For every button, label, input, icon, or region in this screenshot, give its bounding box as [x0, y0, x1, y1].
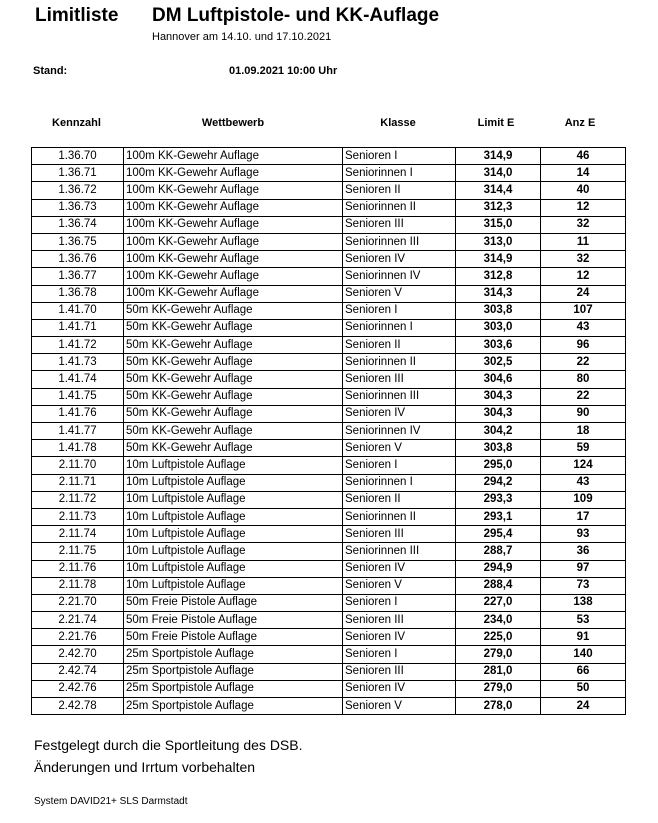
table-row: [32, 508, 626, 525]
cell-kennzahl: 2.11.72: [32, 491, 124, 508]
cell-klasse: Seniorinnen I: [343, 474, 456, 491]
cell-kennzahl: 1.41.72: [32, 337, 124, 354]
cell-kennzahl: 2.11.73: [32, 508, 124, 525]
cell-wettbewerb: 50m KK-Gewehr Auflage: [124, 388, 343, 405]
cell-wettbewerb: 10m Luftpistole Auflage: [124, 543, 343, 560]
cell-anzahl: 80: [541, 371, 626, 388]
cell-anzahl: 109: [541, 491, 626, 508]
cell-limit: 293,3: [456, 491, 541, 508]
cell-klasse: Senioren IV: [343, 251, 456, 268]
cell-kennzahl: 2.42.70: [32, 646, 124, 663]
page-title: DM Luftpistole- und KK-Auflage: [152, 5, 440, 26]
cell-kennzahl: 2.21.76: [32, 629, 124, 646]
table-row: [32, 371, 626, 388]
cell-anzahl: 18: [541, 423, 626, 440]
cell-wettbewerb: 50m KK-Gewehr Auflage: [124, 319, 343, 336]
cell-wettbewerb: 50m KK-Gewehr Auflage: [124, 354, 343, 371]
table-row: [32, 285, 626, 302]
cell-wettbewerb: 10m Luftpistole Auflage: [124, 560, 343, 577]
cell-limit: 312,8: [456, 268, 541, 285]
cell-klasse: Seniorinnen II: [343, 354, 456, 371]
table-row: [32, 474, 626, 491]
cell-kennzahl: 1.41.78: [32, 440, 124, 457]
table-row: [32, 577, 626, 594]
table-row: [32, 354, 626, 371]
document-label: Limitliste: [35, 5, 119, 26]
cell-limit: 313,0: [456, 233, 541, 250]
cell-klasse: Senioren V: [343, 698, 456, 715]
cell-kennzahl: 2.42.74: [32, 663, 124, 680]
cell-wettbewerb: 50m Freie Pistole Auflage: [124, 612, 343, 629]
cell-klasse: Senioren I: [343, 646, 456, 663]
cell-limit: 288,4: [456, 577, 541, 594]
cell-wettbewerb: 100m KK-Gewehr Auflage: [124, 285, 343, 302]
cell-kennzahl: 2.11.71: [32, 474, 124, 491]
cell-wettbewerb: 25m Sportpistole Auflage: [124, 698, 343, 715]
cell-anzahl: 32: [541, 251, 626, 268]
cell-kennzahl: 1.36.75: [32, 233, 124, 250]
cell-anzahl: 17: [541, 508, 626, 525]
cell-limit: 293,1: [456, 508, 541, 525]
cell-anzahl: 43: [541, 319, 626, 336]
cell-kennzahl: 2.21.70: [32, 594, 124, 611]
cell-wettbewerb: 100m KK-Gewehr Auflage: [124, 182, 343, 199]
cell-kennzahl: 2.11.78: [32, 577, 124, 594]
cell-kennzahl: 1.41.71: [32, 319, 124, 336]
cell-klasse: Senioren V: [343, 440, 456, 457]
cell-wettbewerb: 10m Luftpistole Auflage: [124, 457, 343, 474]
cell-wettbewerb: 100m KK-Gewehr Auflage: [124, 165, 343, 182]
table-row: [32, 388, 626, 405]
cell-klasse: Senioren I: [343, 457, 456, 474]
table-row: [32, 199, 626, 216]
table-row: [32, 629, 626, 646]
cell-kennzahl: 1.41.75: [32, 388, 124, 405]
cell-klasse: Senioren III: [343, 663, 456, 680]
cell-kennzahl: 2.42.78: [32, 698, 124, 715]
limit-table-body: [32, 148, 626, 715]
table-row: [32, 251, 626, 268]
cell-limit: 227,0: [456, 594, 541, 611]
cell-anzahl: 91: [541, 629, 626, 646]
cell-limit: 303,0: [456, 319, 541, 336]
cell-anzahl: 40: [541, 182, 626, 199]
cell-wettbewerb: 100m KK-Gewehr Auflage: [124, 216, 343, 233]
cell-wettbewerb: 25m Sportpistole Auflage: [124, 646, 343, 663]
cell-anzahl: 43: [541, 474, 626, 491]
cell-klasse: Senioren III: [343, 612, 456, 629]
cell-klasse: Seniorinnen I: [343, 319, 456, 336]
cell-wettbewerb: 50m KK-Gewehr Auflage: [124, 302, 343, 319]
cell-klasse: Seniorinnen III: [343, 388, 456, 405]
cell-limit: 314,4: [456, 182, 541, 199]
table-row: [32, 543, 626, 560]
cell-wettbewerb: 50m KK-Gewehr Auflage: [124, 423, 343, 440]
cell-anzahl: 14: [541, 165, 626, 182]
table-row: [32, 698, 626, 715]
cell-anzahl: 59: [541, 440, 626, 457]
cell-klasse: Seniorinnen I: [343, 165, 456, 182]
cell-limit: 225,0: [456, 629, 541, 646]
cell-wettbewerb: 50m KK-Gewehr Auflage: [124, 337, 343, 354]
cell-klasse: Senioren II: [343, 337, 456, 354]
cell-anzahl: 93: [541, 526, 626, 543]
table-row: [32, 646, 626, 663]
cell-limit: 304,3: [456, 405, 541, 422]
cell-kennzahl: 2.42.76: [32, 680, 124, 697]
stand-timestamp: 01.09.2021 10:00 Uhr: [229, 65, 338, 77]
cell-kennzahl: 2.11.70: [32, 457, 124, 474]
cell-limit: 234,0: [456, 612, 541, 629]
cell-klasse: Senioren III: [343, 526, 456, 543]
table-row: [32, 663, 626, 680]
cell-klasse: Senioren III: [343, 371, 456, 388]
column-header-wettbewerb: Wettbewerb: [201, 117, 265, 129]
cell-anzahl: 12: [541, 199, 626, 216]
cell-kennzahl: 1.36.71: [32, 165, 124, 182]
cell-klasse: Seniorinnen II: [343, 199, 456, 216]
table-row: [32, 560, 626, 577]
cell-klasse: Senioren IV: [343, 405, 456, 422]
cell-kennzahl: 1.36.77: [32, 268, 124, 285]
cell-anzahl: 73: [541, 577, 626, 594]
cell-limit: 314,0: [456, 165, 541, 182]
table-row: [32, 440, 626, 457]
cell-kennzahl: 1.41.76: [32, 405, 124, 422]
cell-anzahl: 53: [541, 612, 626, 629]
cell-kennzahl: 2.21.74: [32, 612, 124, 629]
cell-anzahl: 140: [541, 646, 626, 663]
column-header-kennzahl: Kennzahl: [52, 117, 101, 129]
cell-limit: 295,0: [456, 457, 541, 474]
cell-klasse: Senioren I: [343, 302, 456, 319]
system-credit: System DAVID21+ SLS Darmstadt: [34, 796, 188, 807]
cell-kennzahl: 1.36.74: [32, 216, 124, 233]
cell-kennzahl: 1.41.77: [32, 423, 124, 440]
cell-wettbewerb: 10m Luftpistole Auflage: [124, 491, 343, 508]
cell-anzahl: 124: [541, 457, 626, 474]
cell-wettbewerb: 100m KK-Gewehr Auflage: [124, 251, 343, 268]
cell-kennzahl: 1.36.72: [32, 182, 124, 199]
cell-wettbewerb: 50m KK-Gewehr Auflage: [124, 371, 343, 388]
cell-wettbewerb: 10m Luftpistole Auflage: [124, 577, 343, 594]
cell-limit: 314,3: [456, 285, 541, 302]
cell-limit: 288,7: [456, 543, 541, 560]
cell-wettbewerb: 100m KK-Gewehr Auflage: [124, 233, 343, 250]
cell-klasse: Senioren III: [343, 216, 456, 233]
cell-wettbewerb: 25m Sportpistole Auflage: [124, 663, 343, 680]
cell-anzahl: 50: [541, 680, 626, 697]
cell-klasse: Senioren V: [343, 285, 456, 302]
table-row: [32, 165, 626, 182]
cell-limit: 304,6: [456, 371, 541, 388]
cell-wettbewerb: 100m KK-Gewehr Auflage: [124, 148, 343, 165]
cell-wettbewerb: 10m Luftpistole Auflage: [124, 526, 343, 543]
cell-klasse: Senioren II: [343, 182, 456, 199]
cell-limit: 314,9: [456, 251, 541, 268]
cell-anzahl: 22: [541, 388, 626, 405]
footer-disclaimer: Änderungen und Irrtum vorbehalten: [34, 759, 256, 775]
cell-limit: 315,0: [456, 216, 541, 233]
cell-klasse: Senioren IV: [343, 629, 456, 646]
cell-anzahl: 90: [541, 405, 626, 422]
cell-wettbewerb: 10m Luftpistole Auflage: [124, 474, 343, 491]
cell-anzahl: 46: [541, 148, 626, 165]
table-row: [32, 491, 626, 508]
cell-kennzahl: 1.41.70: [32, 302, 124, 319]
cell-klasse: Seniorinnen III: [343, 543, 456, 560]
cell-klasse: Seniorinnen II: [343, 508, 456, 525]
cell-wettbewerb: 50m KK-Gewehr Auflage: [124, 440, 343, 457]
cell-wettbewerb: 50m KK-Gewehr Auflage: [124, 405, 343, 422]
table-row: [32, 233, 626, 250]
cell-wettbewerb: 100m KK-Gewehr Auflage: [124, 199, 343, 216]
limit-table: [31, 147, 626, 715]
cell-anzahl: 24: [541, 698, 626, 715]
cell-kennzahl: 1.36.76: [32, 251, 124, 268]
cell-limit: 304,3: [456, 388, 541, 405]
stand-label: Stand:: [33, 65, 68, 77]
cell-anzahl: 96: [541, 337, 626, 354]
cell-klasse: Seniorinnen III: [343, 233, 456, 250]
column-header-anzahl: Anz E: [564, 117, 596, 129]
cell-wettbewerb: 100m KK-Gewehr Auflage: [124, 268, 343, 285]
cell-kennzahl: 1.36.78: [32, 285, 124, 302]
table-row: [32, 337, 626, 354]
cell-klasse: Seniorinnen IV: [343, 268, 456, 285]
column-header-limit: Limit E: [477, 117, 515, 129]
table-row: [32, 268, 626, 285]
cell-limit: 303,8: [456, 440, 541, 457]
cell-limit: 295,4: [456, 526, 541, 543]
cell-kennzahl: 2.11.75: [32, 543, 124, 560]
cell-klasse: Senioren II: [343, 491, 456, 508]
table-row: [32, 319, 626, 336]
table-row: [32, 148, 626, 165]
cell-klasse: Senioren I: [343, 594, 456, 611]
table-row: [32, 594, 626, 611]
table-row: [32, 423, 626, 440]
cell-kennzahl: 2.11.74: [32, 526, 124, 543]
cell-anzahl: 138: [541, 594, 626, 611]
cell-klasse: Senioren IV: [343, 560, 456, 577]
cell-anzahl: 97: [541, 560, 626, 577]
cell-limit: 279,0: [456, 680, 541, 697]
footer-note: Festgelegt durch die Sportleitung des DSB.: [34, 737, 303, 753]
table-row: [32, 302, 626, 319]
table-row: [32, 612, 626, 629]
cell-anzahl: 32: [541, 216, 626, 233]
cell-anzahl: 11: [541, 233, 626, 250]
cell-kennzahl: 1.41.73: [32, 354, 124, 371]
cell-anzahl: 22: [541, 354, 626, 371]
cell-anzahl: 107: [541, 302, 626, 319]
table-row: [32, 680, 626, 697]
cell-anzahl: 12: [541, 268, 626, 285]
cell-kennzahl: 1.41.74: [32, 371, 124, 388]
cell-limit: 279,0: [456, 646, 541, 663]
cell-wettbewerb: 10m Luftpistole Auflage: [124, 508, 343, 525]
table-row: [32, 405, 626, 422]
cell-kennzahl: 2.11.76: [32, 560, 124, 577]
table-row: [32, 457, 626, 474]
cell-limit: 302,5: [456, 354, 541, 371]
cell-limit: 303,6: [456, 337, 541, 354]
cell-limit: 303,8: [456, 302, 541, 319]
table-row: [32, 182, 626, 199]
cell-limit: 294,2: [456, 474, 541, 491]
cell-anzahl: 24: [541, 285, 626, 302]
cell-limit: 314,9: [456, 148, 541, 165]
cell-klasse: Senioren I: [343, 148, 456, 165]
column-header-klasse: Klasse: [380, 117, 416, 129]
table-row: [32, 526, 626, 543]
cell-kennzahl: 1.36.70: [32, 148, 124, 165]
cell-limit: 278,0: [456, 698, 541, 715]
cell-wettbewerb: 25m Sportpistole Auflage: [124, 680, 343, 697]
cell-limit: 294,9: [456, 560, 541, 577]
cell-anzahl: 36: [541, 543, 626, 560]
cell-klasse: Senioren V: [343, 577, 456, 594]
cell-limit: 304,2: [456, 423, 541, 440]
cell-limit: 312,3: [456, 199, 541, 216]
table-row: [32, 216, 626, 233]
event-subtitle: Hannover am 14.10. und 17.10.2021: [152, 31, 332, 43]
cell-kennzahl: 1.36.73: [32, 199, 124, 216]
cell-klasse: Senioren IV: [343, 680, 456, 697]
cell-anzahl: 66: [541, 663, 626, 680]
cell-klasse: Seniorinnen IV: [343, 423, 456, 440]
cell-wettbewerb: 50m Freie Pistole Auflage: [124, 594, 343, 611]
cell-limit: 281,0: [456, 663, 541, 680]
cell-wettbewerb: 50m Freie Pistole Auflage: [124, 629, 343, 646]
